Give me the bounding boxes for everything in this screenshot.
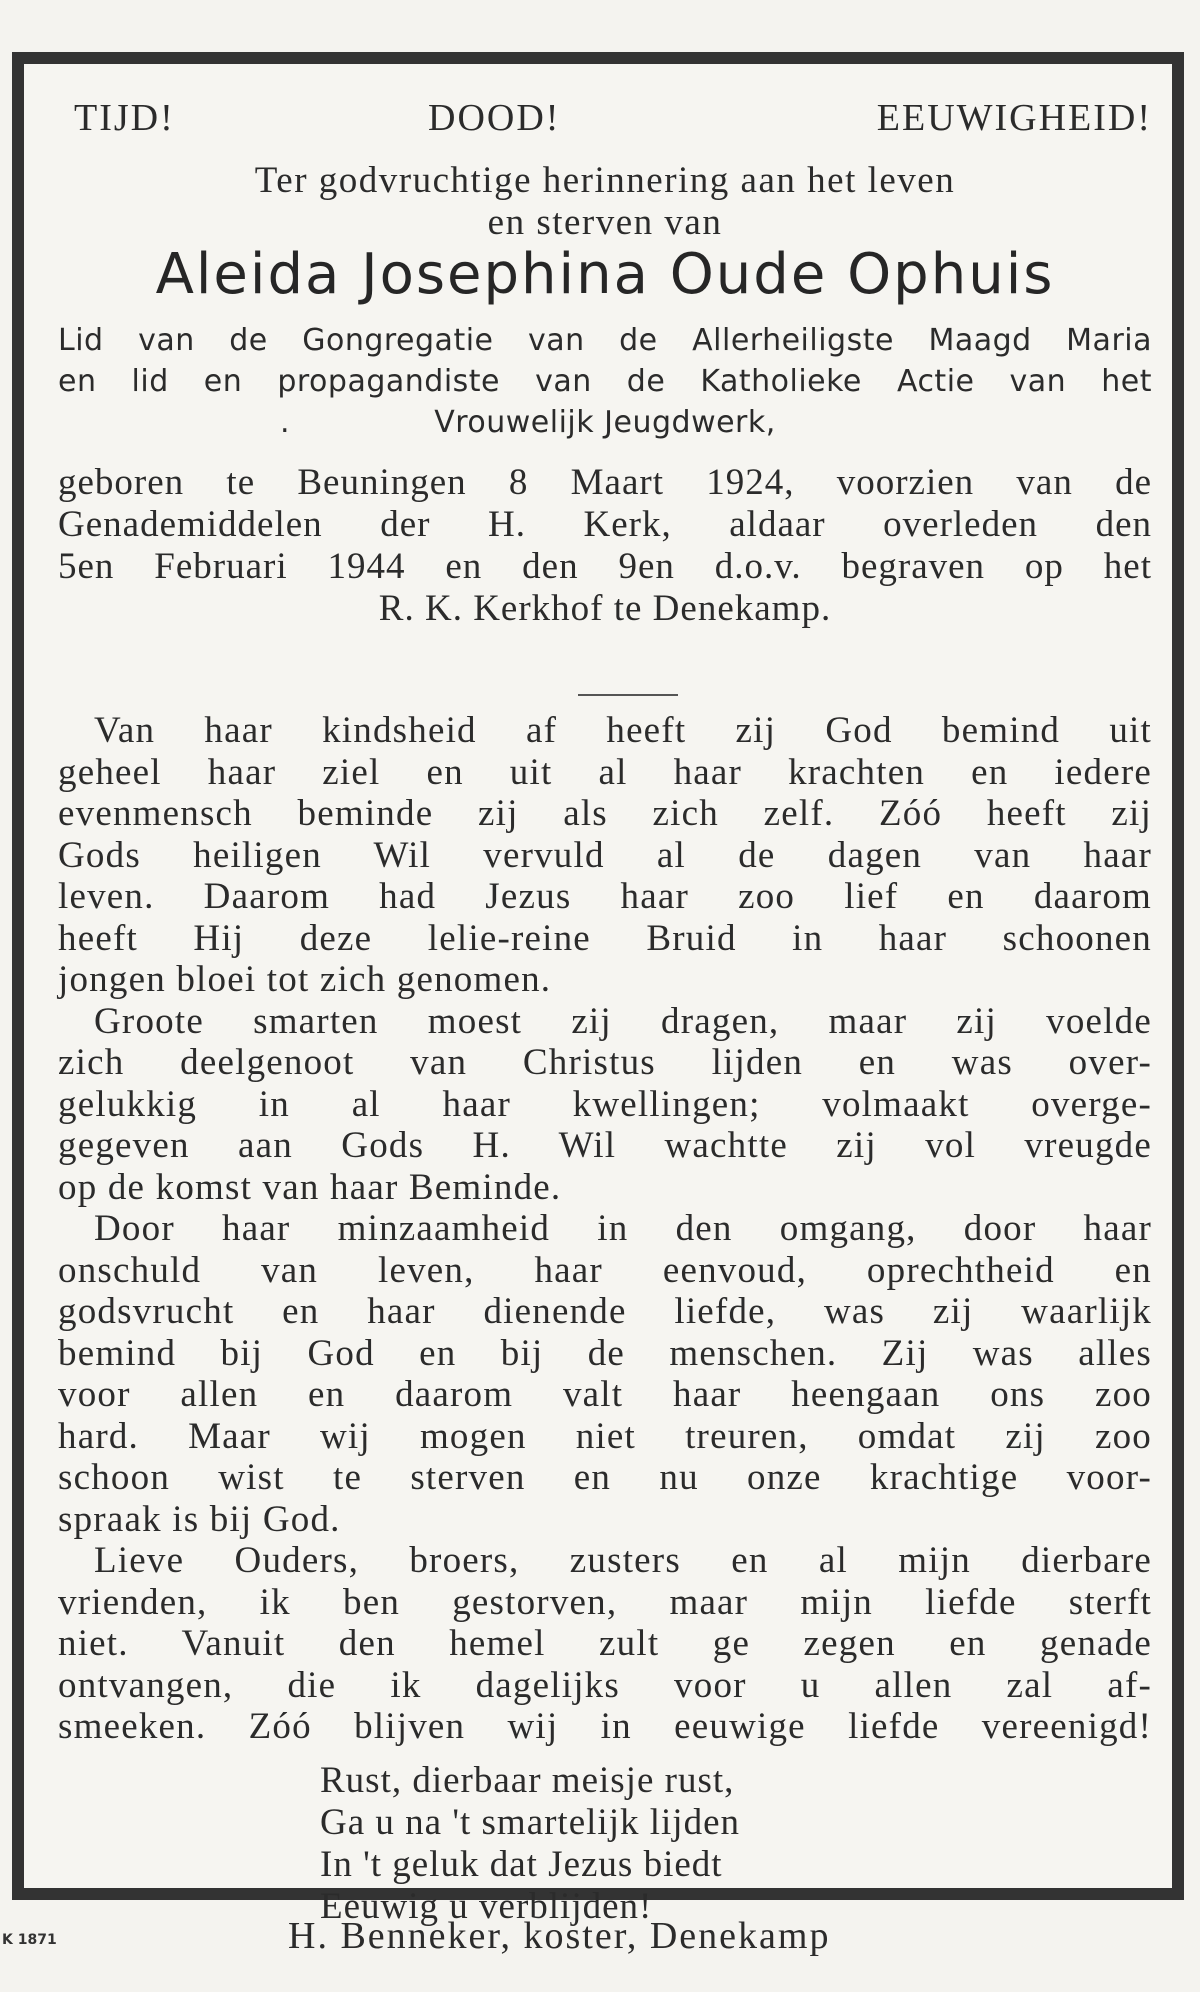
eulogy-line: leven. Daarom had Jezus haar zoo lief en daarom bbox=[58, 876, 1152, 917]
membership-line-1: Lid van de Gongregatie van de Allerheiligste Maagd Maria bbox=[58, 323, 1152, 358]
birth-line-3: 5en Februari 1944 en den 9en d.o.v. begraven op het bbox=[58, 546, 1152, 587]
eulogy-line: Gods heiligen Wil vervuld al de dagen van haar bbox=[58, 834, 1152, 876]
membership-line-3: Vrouwelijk Jeugdwerk, bbox=[434, 405, 776, 440]
eulogy-text bbox=[58, 710, 1152, 1748]
eulogy-line: Door haar minzaamheid in den omgang, door haar bbox=[94, 1208, 1152, 1249]
eulogy-line: hard. Maar wij mogen niet treuren, omdat zij zoo bbox=[58, 1415, 1152, 1457]
eulogy-line: evenmensch beminde zij als zich zelf. Zóó heeft zij bbox=[58, 793, 1152, 834]
eulogy-line: Lieve Ouders, broers, zusters en al mijn dierbare bbox=[94, 1540, 1152, 1581]
poem-line: Eeuwig u verblijden! bbox=[320, 1886, 653, 1927]
eulogy-line: godsvrucht en haar dienende liefde, was zij waarlijk bbox=[58, 1291, 1152, 1332]
memorial-card bbox=[12, 52, 1184, 1927]
eulogy-line: Groote smarten moest zij dragen, maar zij voelde bbox=[94, 1000, 1152, 1042]
birth-line-1: geboren te Beuningen 8 Maart 1924, voorzien van de bbox=[58, 462, 1152, 503]
eulogy-line: Van haar kindsheid af heeft zij God bemind uit bbox=[94, 710, 1152, 751]
intro-text bbox=[58, 160, 1152, 244]
eulogy-line: geheel haar ziel en uit al haar krachten en iedere bbox=[58, 751, 1152, 793]
eulogy-line: schoon wist te sterven en nu onze krachtige voor- bbox=[58, 1457, 1152, 1498]
eulogy-line: heeft Hij deze lelie-reine Bruid in haar schoonen bbox=[58, 917, 1152, 959]
header-tijd: TIJD! bbox=[74, 97, 175, 139]
membership-line-2: en lid en propagandiste van de Katholieke Actie van het bbox=[58, 364, 1152, 399]
card-content bbox=[58, 64, 1152, 1927]
poem bbox=[320, 1760, 740, 1928]
eulogy-line: gelukkig in al haar kwellingen; volmaakt overge- bbox=[58, 1083, 1152, 1125]
intro-line-2: en sterven van bbox=[487, 202, 723, 243]
eulogy-line: onschuld van leven, haar eenvoud, oprechtheid en bbox=[58, 1249, 1152, 1291]
print-code: K 1871 bbox=[2, 1932, 57, 1948]
eulogy-line: spraak is bij God. bbox=[58, 1498, 341, 1540]
eulogy-line: gegeven aan Gods H. Wil wachtte zij vol vreugde bbox=[58, 1125, 1152, 1166]
poem-line: Ga u na 't smartelijk lijden bbox=[320, 1802, 740, 1843]
printer-credit: H. Benneker, koster, Denekamp bbox=[288, 1915, 831, 1957]
birth-line-4: R. K. Kerkhof te Denekamp. bbox=[378, 588, 832, 629]
membership-text bbox=[58, 320, 1152, 443]
poem-line: Rust, dierbaar meisje rust, bbox=[320, 1760, 735, 1801]
birth-death-text bbox=[58, 462, 1152, 630]
header-row bbox=[58, 96, 1152, 148]
eulogy-line: bemind bij God en bij de menschen. Zij was alles bbox=[58, 1332, 1152, 1374]
birth-line-2: Genademiddelen der H. Kerk, aldaar overleden den bbox=[58, 504, 1152, 545]
eulogy-line: zich deelgenoot van Christus lijden en was over- bbox=[58, 1042, 1152, 1083]
stray-dot: . bbox=[280, 405, 291, 440]
intro-line-1: Ter godvruchtige herinnering aan het leven bbox=[254, 160, 956, 201]
header-dood: DOOD! bbox=[428, 97, 561, 139]
eulogy-line: smeeken. Zóó blijven wij in eeuwige liefde vereenigd! bbox=[58, 1706, 1152, 1747]
eulogy-line: niet. Vanuit den hemel zult ge zegen en genade bbox=[58, 1623, 1152, 1664]
eulogy-line: op de komst van haar Beminde. bbox=[58, 1166, 562, 1208]
eulogy-line: vrienden, ik ben gestorven, maar mijn liefde sterft bbox=[58, 1581, 1152, 1623]
eulogy-line: jongen bloei tot zich genomen. bbox=[58, 959, 552, 1000]
divider bbox=[578, 694, 678, 696]
deceased-name: Aleida Josephina Oude Ophuis bbox=[155, 242, 1055, 307]
header-eeuwigheid: EEUWIGHEID! bbox=[876, 97, 1152, 139]
eulogy-line: voor allen en daarom valt haar heengaan ons zoo bbox=[58, 1374, 1152, 1415]
poem-line: In 't geluk dat Jezus biedt bbox=[320, 1844, 723, 1885]
eulogy-line: ontvangen, die ik dagelijks voor u allen zal af- bbox=[58, 1664, 1152, 1706]
